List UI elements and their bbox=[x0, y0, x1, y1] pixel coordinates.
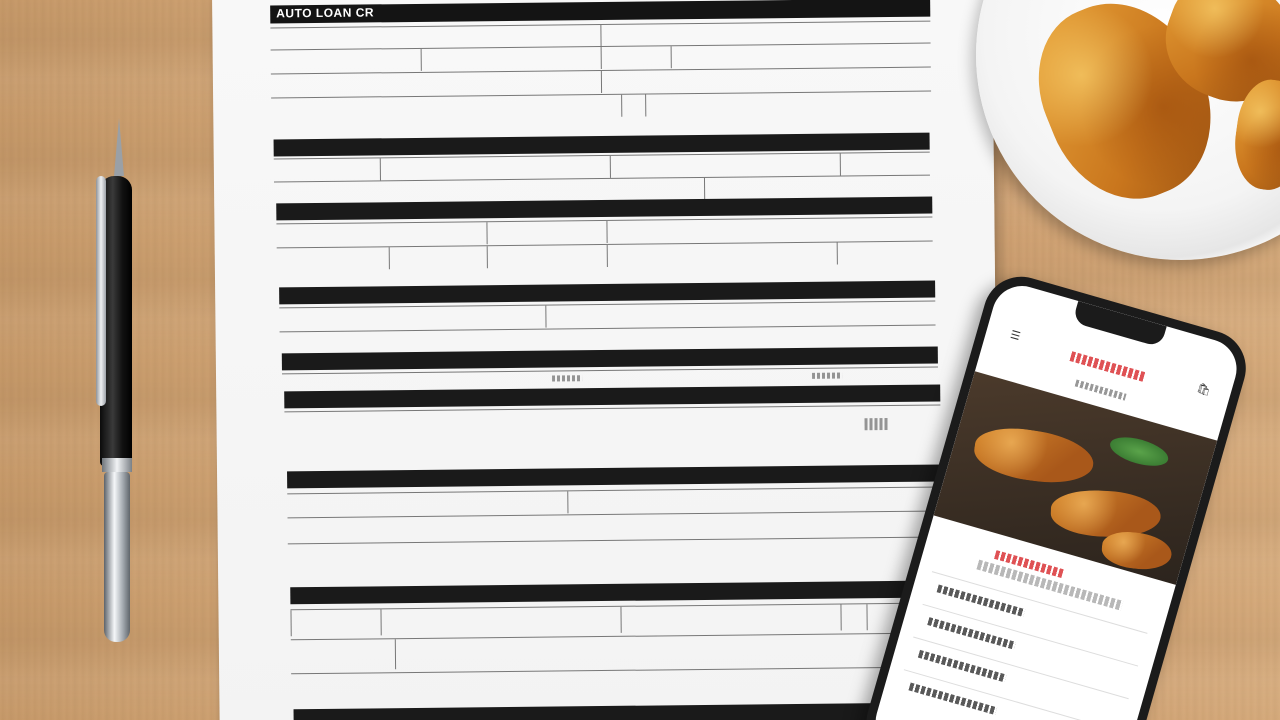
form-field[interactable] bbox=[567, 487, 944, 513]
form-field[interactable] bbox=[421, 47, 602, 71]
form-field[interactable] bbox=[607, 243, 838, 267]
form-field[interactable] bbox=[620, 605, 841, 633]
pen-clip bbox=[96, 176, 106, 406]
food-photo[interactable] bbox=[934, 371, 1218, 585]
form-section-bar bbox=[294, 702, 950, 720]
form-field[interactable] bbox=[840, 153, 931, 176]
chicken-piece bbox=[1050, 489, 1162, 539]
checkbox[interactable] bbox=[840, 604, 867, 630]
form-field[interactable] bbox=[545, 302, 936, 328]
form-title-bar bbox=[270, 0, 930, 23]
checkbox[interactable] bbox=[621, 95, 646, 117]
form-field[interactable] bbox=[487, 245, 608, 268]
pen-tip bbox=[114, 118, 124, 176]
application-form bbox=[212, 0, 1000, 720]
chicken-piece bbox=[1100, 529, 1173, 572]
pen-ring bbox=[102, 458, 132, 472]
form-section-bar bbox=[290, 580, 946, 604]
phone-notch bbox=[1072, 301, 1167, 348]
menu-icon[interactable]: ☰ bbox=[1008, 328, 1022, 344]
form-field[interactable] bbox=[606, 218, 933, 243]
form-text bbox=[812, 373, 842, 379]
cart-icon[interactable]: 🛍 bbox=[1195, 382, 1212, 398]
form-field-row bbox=[288, 536, 944, 566]
app-logo bbox=[1069, 351, 1145, 382]
form-field[interactable] bbox=[486, 221, 607, 244]
form-field[interactable] bbox=[671, 44, 932, 69]
form-title: AUTO LOAN CR bbox=[276, 5, 375, 21]
form-field[interactable] bbox=[395, 634, 866, 669]
form-field[interactable] bbox=[380, 607, 621, 636]
form-field[interactable] bbox=[610, 154, 841, 178]
form-section-bar bbox=[287, 464, 943, 488]
form-field[interactable] bbox=[601, 46, 672, 69]
form-field[interactable] bbox=[389, 246, 488, 269]
checkbox[interactable] bbox=[645, 94, 670, 116]
form-field-row bbox=[284, 404, 940, 452]
pen bbox=[92, 118, 152, 648]
stamp-mark bbox=[864, 418, 888, 430]
form-field-row bbox=[291, 632, 947, 670]
app-heading bbox=[1075, 380, 1127, 401]
form-field-row bbox=[290, 602, 946, 636]
pen-barrel bbox=[104, 472, 130, 642]
form-field-row bbox=[291, 666, 947, 696]
form-field[interactable] bbox=[837, 242, 934, 265]
chicken-piece bbox=[971, 423, 1097, 489]
form-text bbox=[552, 375, 582, 381]
form-field[interactable] bbox=[601, 68, 932, 93]
checkbox[interactable] bbox=[866, 604, 893, 630]
plate bbox=[976, 0, 1280, 260]
lettuce-garnish bbox=[1107, 432, 1171, 472]
form-field[interactable] bbox=[380, 156, 611, 180]
form-field[interactable] bbox=[290, 609, 381, 636]
